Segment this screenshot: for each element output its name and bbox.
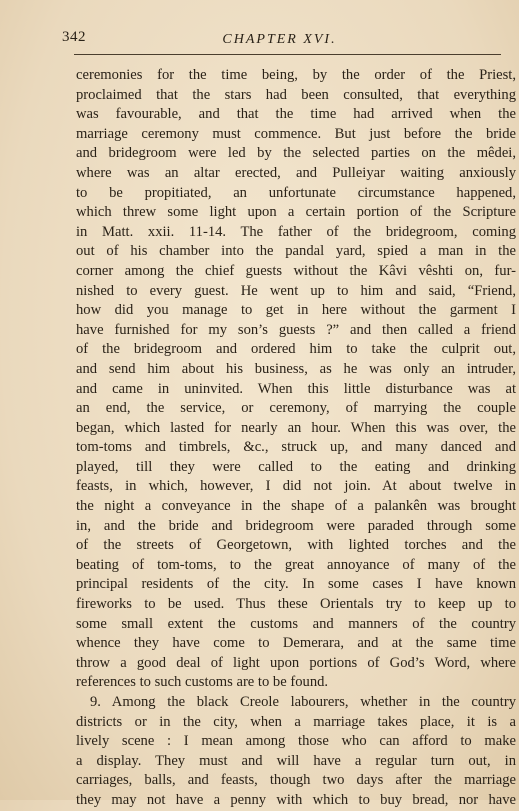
text-line: how did you manage to get in here without the garment I bbox=[76, 302, 516, 319]
text-line: beating of tom-toms, to the great annoyance of many of the bbox=[76, 556, 516, 573]
text-line: districts or in the city, when a marriage takes place, it is a bbox=[76, 713, 516, 730]
text-line: whence they have come to Demerara, and at the same time bbox=[76, 635, 516, 652]
text-line: 9. Among the black Creole labourers, whether in the country bbox=[90, 694, 516, 710]
text-line: they may not have a penny with which to buy bread, nor have bbox=[76, 791, 516, 808]
text-line: marriage ceremony must commence. But just before the bride bbox=[76, 125, 516, 142]
text-line: and bridegroom were led by the selected parties on the mêdei, bbox=[76, 145, 516, 162]
text-line: ceremonies for the time being, by the order of the Priest, bbox=[76, 67, 516, 83]
text-line: lively scene : I mean among those who can afford to make bbox=[76, 733, 516, 750]
text-line: carriages, balls, and feasts, though two days after the marriage bbox=[76, 772, 516, 789]
text-line: where was an altar erected, and Pulleiyar waiting anxiously bbox=[76, 164, 516, 181]
running-head: CHAPTER XVI. bbox=[222, 32, 337, 47]
text-line: played, till they were called to the eating and drinking bbox=[76, 458, 516, 475]
text-line: principal residents of the city. In some cases I have known bbox=[76, 576, 516, 593]
text-line: in Matt. xxii. 11-14. The father of the bridegroom, coming bbox=[76, 223, 516, 240]
page-number: 342 bbox=[62, 29, 86, 45]
text-line: a display. They must and will have a regular turn out, in bbox=[76, 752, 516, 769]
text-line: feasts, in which, however, I did not join. At about twelve in bbox=[76, 478, 516, 495]
text-line: some small extent the customs and manners of the country bbox=[76, 615, 516, 632]
text-line: in, and the bride and bridegroom were paraded through some bbox=[76, 517, 516, 534]
text-line: of the bridegroom and ordered him to take the culprit out, bbox=[76, 341, 516, 358]
text-line: tom-toms and timbrels, &c., struck up, and many danced and bbox=[76, 439, 516, 456]
text-line: nished to every guest. He went up to him and said, “Friend, bbox=[76, 282, 516, 299]
text-line: fireworks to be used. Thus these Orientals try to keep up to bbox=[76, 596, 516, 613]
text-line: was favourable, and that the time had arrived when the bbox=[76, 106, 516, 123]
text-line: began, which lasted for nearly an hour. When this was over, the bbox=[76, 419, 516, 436]
text-line: and send him about his business, as he was only an intruder, bbox=[76, 360, 516, 377]
text-line: and came in uninvited. When this little disturbance was at bbox=[76, 380, 516, 397]
text-line: of the streets of Georgetown, with lighted torches and the bbox=[76, 537, 516, 554]
text-line: an end, the service, or ceremony, of marrying the couple bbox=[76, 400, 516, 417]
text-line: which threw some light upon a certain portion of the Scripture bbox=[76, 204, 516, 221]
text-line: references to such customs are to be found. bbox=[76, 674, 329, 691]
text-line: throw a good deal of light upon portions of God’s Word, where bbox=[76, 654, 516, 671]
header-rule bbox=[74, 54, 501, 55]
body-text bbox=[76, 66, 516, 811]
text-line: out of his chamber into the pandal yard, spied a man in the bbox=[76, 243, 516, 260]
text-line: proclaimed that the stars had been consulted, that everything bbox=[76, 86, 516, 103]
text-line: the night a conveyance in the shape of a palankên was brought bbox=[76, 498, 516, 515]
text-line: corner among the chief guests without the Kâvi vêshti on, fur- bbox=[76, 262, 516, 279]
text-line: to be propitiated, an unfortunate circumstance happened, bbox=[76, 184, 516, 201]
text-line: have furnished for my son’s guests ?” and then called a friend bbox=[76, 321, 516, 338]
